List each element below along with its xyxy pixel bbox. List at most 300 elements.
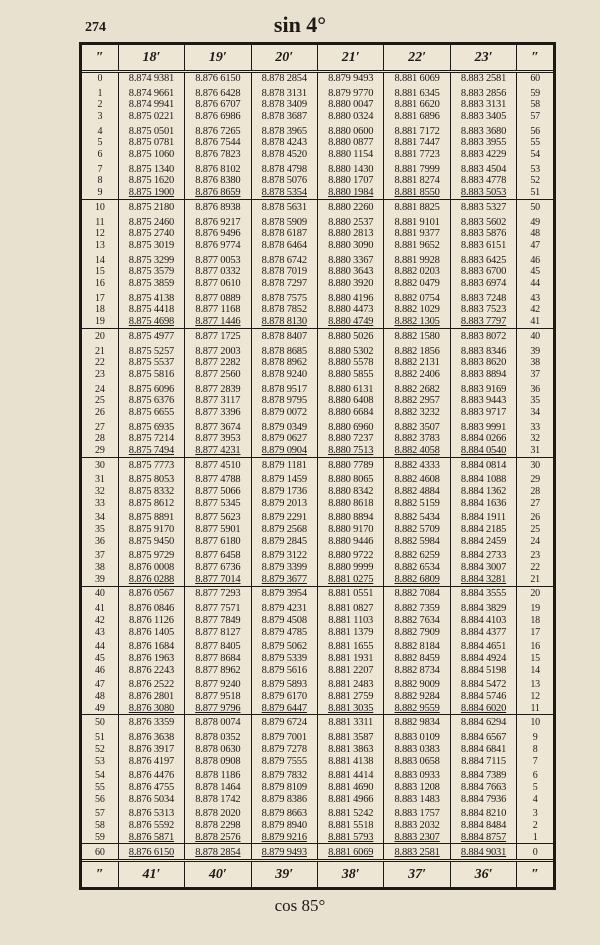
sine-value-cell: 8.884 1088	[450, 472, 516, 487]
sine-value-cell: 8.882 1029	[384, 305, 450, 317]
sine-value-cell: 8.879 4508	[251, 615, 317, 627]
table-row	[82, 703, 553, 715]
sine-value-cell: 8.878 0352	[185, 729, 251, 744]
seconds-left: 32	[95, 486, 105, 498]
table-header	[82, 45, 553, 72]
seconds-left: 14	[95, 254, 105, 266]
sine-value-cell: 8.878 7019	[251, 267, 317, 279]
column-header: 23′	[450, 45, 516, 72]
seconds-right: 27	[517, 498, 553, 510]
sine-value-cell: 8.883 3131	[450, 100, 516, 112]
table-row	[82, 638, 553, 653]
seconds-left: 50	[82, 715, 118, 729]
table-footer	[82, 861, 553, 888]
sine-value-cell: 8.881 6069	[384, 72, 450, 85]
sine-value-cell: 8.876 3359	[118, 715, 184, 729]
sine-value-cell: 8.881 7999	[384, 161, 450, 176]
sine-value-cell: 8.878 5909	[251, 214, 317, 229]
table-row	[82, 653, 553, 665]
sine-value-cell: 8.875 3299	[118, 252, 184, 267]
sine-value-cell: 8.883 0109	[384, 729, 450, 744]
sine-value-cell: 8.884 8757	[450, 832, 516, 844]
seconds-left: 17	[95, 292, 105, 304]
seconds-right: 11	[517, 703, 553, 715]
sine-value-cell: 8.881 0551	[317, 586, 383, 600]
sine-value-cell: 8.883 2856	[450, 85, 516, 100]
sine-value-cell: 8.876 8659	[185, 187, 251, 199]
sine-value-cell: 8.883 6700	[450, 267, 516, 279]
sine-value-cell: 8.880 5026	[317, 328, 383, 342]
column-header: 19′	[185, 45, 251, 72]
table-row	[82, 820, 553, 832]
sine-value-cell: 8.875 7214	[118, 433, 184, 445]
sine-value-cell: 8.882 4884	[384, 486, 450, 498]
seconds-right: 7	[517, 756, 553, 768]
sine-value-cell: 8.880 6408	[317, 395, 383, 407]
sine-value-cell: 8.875 1060	[118, 149, 184, 161]
seconds-right: 21	[517, 574, 553, 586]
sine-value-cell: 8.879 1181	[251, 457, 317, 471]
sine-value-cell: 8.880 6131	[317, 381, 383, 396]
page-title: sin 4°	[273, 12, 327, 37]
sine-value-cell: 8.876 0008	[118, 562, 184, 574]
seconds-left: 51	[95, 732, 105, 744]
table-row	[82, 472, 553, 487]
sine-value-cell: 8.878 1742	[185, 794, 251, 806]
sine-value-cell: 8.883 1483	[384, 794, 450, 806]
sine-value-cell: 8.875 8332	[118, 486, 184, 498]
seconds-left: 36	[95, 535, 105, 547]
table-row	[82, 381, 553, 396]
seconds-right: 0	[517, 844, 553, 861]
sine-value-cell: 8.883 1208	[384, 782, 450, 794]
sine-value-cell: 8.875 7494	[118, 445, 184, 457]
seconds-right: 39	[517, 343, 553, 358]
sine-value-cell: 8.875 5537	[118, 357, 184, 369]
sine-value-cell: 8.876 5871	[118, 832, 184, 844]
seconds-left: 0	[97, 72, 103, 84]
sine-value-cell: 8.877 5345	[185, 498, 251, 510]
table-row	[82, 290, 553, 305]
table-row	[82, 100, 553, 112]
table-row	[82, 457, 553, 471]
table-row	[82, 395, 553, 407]
sine-value-cell: 8.883 5327	[450, 199, 516, 213]
table-row	[82, 357, 553, 369]
seconds-right: 44	[517, 278, 553, 290]
seconds-right: 49	[517, 214, 553, 229]
sine-value-cell: 8.884 0266	[450, 433, 516, 445]
seconds-left: 52	[95, 744, 105, 756]
seconds-right: 10	[517, 715, 553, 729]
sine-value-cell: 8.881 5793	[317, 832, 383, 844]
sine-value-cell: 8.880 5302	[317, 343, 383, 358]
sine-value-cell: 8.883 5876	[450, 229, 516, 241]
sine-value-cell: 8.884 8210	[450, 805, 516, 820]
table-row	[82, 214, 553, 229]
table-row	[82, 187, 553, 199]
column-header: 20′	[251, 45, 317, 72]
sine-value-cell: 8.878 2298	[185, 820, 251, 832]
sine-value-cell: 8.883 4229	[450, 149, 516, 161]
seconds-right: 18	[517, 615, 553, 627]
sine-value-cell: 8.881 8274	[384, 176, 450, 188]
sine-value-cell: 8.882 1305	[384, 316, 450, 328]
sine-value-cell: 8.881 9377	[384, 229, 450, 241]
sine-value-cell: 8.881 8825	[384, 199, 450, 213]
seconds-left: 3	[97, 110, 103, 122]
seconds-right: 43	[517, 290, 553, 305]
sine-value-cell: 8.883 0658	[384, 756, 450, 768]
seconds-left: 44	[95, 641, 105, 653]
seconds-left: 20	[82, 328, 118, 342]
sine-value-cell: 8.882 3507	[384, 419, 450, 434]
sine-value-cell: 8.875 4977	[118, 328, 184, 342]
seconds-left: 56	[95, 793, 105, 805]
sine-value-cell: 8.878 6187	[251, 229, 317, 241]
table-row	[82, 433, 553, 445]
sine-value-cell: 8.879 7278	[251, 744, 317, 756]
sine-value-cell: 8.880 9999	[317, 562, 383, 574]
table-row	[82, 536, 553, 548]
sine-value-cell: 8.883 9717	[450, 407, 516, 419]
sine-value-cell: 8.876 9217	[185, 214, 251, 229]
sine-value-cell: 8.879 1459	[251, 472, 317, 487]
sine-value-cell: 8.875 3019	[118, 240, 184, 252]
sine-value-cell: 8.884 6020	[450, 703, 516, 715]
seconds-right: 6	[517, 767, 553, 782]
sine-value-cell: 8.884 9031	[450, 844, 516, 861]
seconds-left: 4	[97, 125, 103, 137]
sine-value-cell: 8.875 5257	[118, 343, 184, 358]
sine-value-cell: 8.882 5159	[384, 498, 450, 510]
sine-value-cell: 8.882 8459	[384, 653, 450, 665]
sine-value-cell: 8.877 0889	[185, 290, 251, 305]
seconds-right: 37	[517, 369, 553, 381]
table-row	[82, 794, 553, 806]
sine-value-cell: 8.877 2003	[185, 343, 251, 358]
sine-value-cell: 8.881 1931	[317, 653, 383, 665]
sine-value-cell: 8.880 5578	[317, 357, 383, 369]
sine-value-cell: 8.880 9446	[317, 536, 383, 548]
sine-value-cell: 8.876 1126	[118, 615, 184, 627]
sine-value-cell: 8.879 0627	[251, 433, 317, 445]
sine-value-cell: 8.880 7789	[317, 457, 383, 471]
seconds-right: 41	[517, 316, 553, 328]
sine-value-cell: 8.881 6069	[317, 844, 383, 861]
sine-value-cell: 8.876 3638	[118, 729, 184, 744]
sine-value-cell: 8.875 2180	[118, 199, 184, 213]
sine-value-cell: 8.877 1725	[185, 328, 251, 342]
sine-value-cell: 8.881 6620	[384, 100, 450, 112]
sine-value-cell: 8.883 4504	[450, 161, 516, 176]
seconds-right: 55	[517, 138, 553, 150]
sine-value-cell: 8.878 4798	[251, 161, 317, 176]
sine-value-cell: 8.880 0047	[317, 100, 383, 112]
sine-value-cell: 8.874 9661	[118, 85, 184, 100]
sine-value-cell: 8.877 1168	[185, 305, 251, 317]
seconds-left: 60	[82, 844, 118, 861]
sine-value-cell: 8.883 0383	[384, 744, 450, 756]
seconds-left: 26	[95, 406, 105, 418]
sine-value-cell: 8.876 6707	[185, 100, 251, 112]
sine-value-cell: 8.878 1186	[185, 767, 251, 782]
table-row	[82, 240, 553, 252]
sine-value-cell: 8.876 4197	[118, 756, 184, 768]
sine-value-cell: 8.879 8663	[251, 805, 317, 820]
table-row	[82, 676, 553, 691]
sine-value-cell: 8.881 2207	[317, 665, 383, 677]
sine-value-cell: 8.877 5901	[185, 524, 251, 536]
sine-value-cell: 8.876 2522	[118, 676, 184, 691]
sine-value-cell: 8.881 4414	[317, 767, 383, 782]
seconds-left: 24	[95, 383, 105, 395]
sine-value-cell: 8.875 1620	[118, 176, 184, 188]
sine-value-cell: 8.882 5709	[384, 524, 450, 536]
sine-value-cell: 8.880 8342	[317, 486, 383, 498]
sine-value-cell: 8.881 6345	[384, 85, 450, 100]
sine-value-cell: 8.882 6534	[384, 562, 450, 574]
sine-value-cell: 8.876 3080	[118, 703, 184, 715]
sine-value-cell: 8.877 3117	[185, 395, 251, 407]
sine-value-cell: 8.875 8053	[118, 472, 184, 487]
seconds-left: 38	[95, 562, 105, 574]
sine-value-cell: 8.884 5746	[450, 691, 516, 703]
sine-value-cell: 8.883 8346	[450, 343, 516, 358]
sine-value-cell: 8.882 1856	[384, 343, 450, 358]
table-row	[82, 586, 553, 600]
sine-value-cell: 8.880 4473	[317, 305, 383, 317]
sine-value-cell: 8.879 9770	[317, 85, 383, 100]
sine-value-cell: 8.883 8894	[450, 369, 516, 381]
sine-value-cell: 8.875 6096	[118, 381, 184, 396]
table-row	[82, 665, 553, 677]
sine-value-cell: 8.879 9216	[251, 832, 317, 844]
seconds-right: 56	[517, 123, 553, 138]
sine-value-cell: 8.879 5616	[251, 665, 317, 677]
table-row	[82, 445, 553, 457]
sine-value-cell: 8.881 2759	[317, 691, 383, 703]
sine-value-cell: 8.881 6896	[384, 111, 450, 123]
sine-value-cell: 8.878 8130	[251, 316, 317, 328]
seconds-right: 46	[517, 252, 553, 267]
sine-value-cell: 8.877 5623	[185, 510, 251, 525]
sine-value-cell: 8.884 1362	[450, 486, 516, 498]
sine-value-cell: 8.881 7447	[384, 138, 450, 150]
sine-value-cell: 8.884 2733	[450, 548, 516, 563]
sine-value-cell: 8.876 7544	[185, 138, 251, 150]
table-row	[82, 149, 553, 161]
sine-value-cell: 8.881 0827	[317, 600, 383, 615]
seconds-right: 20	[517, 586, 553, 600]
seconds-right: 8	[517, 744, 553, 756]
sine-value-cell: 8.881 4690	[317, 782, 383, 794]
sine-value-cell: 8.881 9928	[384, 252, 450, 267]
sine-value-cell: 8.884 3281	[450, 574, 516, 586]
sine-value-cell: 8.883 9991	[450, 419, 516, 434]
seconds-left: 37	[95, 550, 105, 562]
sine-value-cell: 8.883 9169	[450, 381, 516, 396]
seconds-left: 57	[95, 808, 105, 820]
page-number: 274	[85, 20, 106, 35]
sine-value-cell: 8.876 2801	[118, 691, 184, 703]
seconds-right: 15	[517, 653, 553, 665]
sine-value-cell: 8.878 7852	[251, 305, 317, 317]
sine-value-cell: 8.879 8109	[251, 782, 317, 794]
sine-value-cell: 8.879 3122	[251, 548, 317, 563]
seconds-right: 19	[517, 600, 553, 615]
sine-value-cell: 8.875 9170	[118, 524, 184, 536]
column-header: 22′	[384, 45, 450, 72]
sine-value-cell: 8.881 5518	[317, 820, 383, 832]
sine-value-cell: 8.882 2682	[384, 381, 450, 396]
seconds-left: 13	[95, 239, 105, 251]
table-body	[82, 72, 553, 861]
sine-value-cell: 8.880 8065	[317, 472, 383, 487]
sine-value-cell: 8.882 7909	[384, 627, 450, 639]
sine-value-cell: 8.882 8184	[384, 638, 450, 653]
sine-value-cell: 8.884 1911	[450, 510, 516, 525]
seconds-right: 52	[517, 176, 553, 188]
sine-value-cell: 8.876 6150	[118, 844, 184, 861]
seconds-right: 45	[517, 267, 553, 279]
sine-value-cell: 8.883 5602	[450, 214, 516, 229]
sine-value-cell: 8.875 9450	[118, 536, 184, 548]
sine-value-cell: 8.877 8405	[185, 638, 251, 653]
seconds-right: 26	[517, 510, 553, 525]
seconds-left: 12	[95, 228, 105, 240]
sine-value-cell: 8.876 7265	[185, 123, 251, 138]
sine-value-cell: 8.878 9795	[251, 395, 317, 407]
seconds-corner-right: ″	[517, 861, 553, 888]
seconds-right: 34	[517, 407, 553, 419]
sine-value-cell: 8.881 1379	[317, 627, 383, 639]
sine-value-cell: 8.877 4788	[185, 472, 251, 487]
sine-value-cell: 8.875 0781	[118, 138, 184, 150]
seconds-left: 42	[95, 615, 105, 627]
sine-value-cell: 8.881 3311	[317, 715, 383, 729]
sine-value-cell: 8.884 4651	[450, 638, 516, 653]
sine-value-cell: 8.878 4243	[251, 138, 317, 150]
seconds-corner-left: ″	[82, 861, 118, 888]
sine-value-cell: 8.884 1636	[450, 498, 516, 510]
sine-value-cell: 8.879 3677	[251, 574, 317, 586]
seconds-right: 35	[517, 395, 553, 407]
sine-value-cell: 8.884 3555	[450, 586, 516, 600]
seconds-left: 22	[95, 357, 105, 369]
seconds-right: 24	[517, 536, 553, 548]
sine-value-cell: 8.880 5855	[317, 369, 383, 381]
sine-value-cell: 8.881 2483	[317, 676, 383, 691]
sine-value-cell: 8.877 2839	[185, 381, 251, 396]
table-row	[82, 548, 553, 563]
seconds-left: 7	[97, 163, 103, 175]
sine-value-cell: 8.884 6841	[450, 744, 516, 756]
column-footer: 36′	[450, 861, 516, 888]
sine-value-cell: 8.876 0846	[118, 600, 184, 615]
sine-value-cell: 8.878 9240	[251, 369, 317, 381]
seconds-right: 4	[517, 794, 553, 806]
sine-value-cell: 8.876 8380	[185, 176, 251, 188]
table-row	[82, 782, 553, 794]
sine-value-cell: 8.882 5984	[384, 536, 450, 548]
sine-value-cell: 8.878 2020	[185, 805, 251, 820]
seconds-left: 21	[95, 345, 105, 357]
sine-value-cell: 8.879 6447	[251, 703, 317, 715]
sine-value-cell: 8.878 9517	[251, 381, 317, 396]
sine-value-cell: 8.876 8938	[185, 199, 251, 213]
table-row	[82, 123, 553, 138]
sine-value-cell: 8.877 3953	[185, 433, 251, 445]
sine-value-cell: 8.877 7293	[185, 586, 251, 600]
sine-value-cell: 8.876 5034	[118, 794, 184, 806]
sine-value-cell: 8.879 6170	[251, 691, 317, 703]
table-row	[82, 252, 553, 267]
seconds-left: 11	[95, 216, 105, 228]
seconds-right: 60	[517, 72, 553, 85]
sine-value-cell: 8.879 2291	[251, 510, 317, 525]
sine-value-cell: 8.879 6724	[251, 715, 317, 729]
sine-value-cell: 8.883 2581	[450, 72, 516, 85]
sine-value-cell: 8.878 0074	[185, 715, 251, 729]
table-row	[82, 278, 553, 290]
seconds-left: 54	[95, 770, 105, 782]
sine-value-cell: 8.875 2460	[118, 214, 184, 229]
sine-value-cell: 8.884 8484	[450, 820, 516, 832]
sine-value-cell: 8.884 6567	[450, 729, 516, 744]
sine-value-cell: 8.880 1707	[317, 176, 383, 188]
sine-value-cell: 8.877 9796	[185, 703, 251, 715]
table-row	[82, 691, 553, 703]
sine-value-cell: 8.883 8620	[450, 357, 516, 369]
table-row	[82, 744, 553, 756]
sine-value-cell: 8.884 7936	[450, 794, 516, 806]
sine-value-cell: 8.878 8962	[251, 357, 317, 369]
sine-value-cell: 8.879 8940	[251, 820, 317, 832]
sine-value-cell: 8.875 6655	[118, 407, 184, 419]
sine-value-cell: 8.880 0600	[317, 123, 383, 138]
sine-value-cell: 8.876 6428	[185, 85, 251, 100]
sine-value-cell: 8.875 4698	[118, 316, 184, 328]
sine-value-cell: 8.880 2537	[317, 214, 383, 229]
seconds-right: 53	[517, 161, 553, 176]
seconds-right: 5	[517, 782, 553, 794]
table-row	[82, 199, 553, 213]
seconds-left: 49	[95, 702, 105, 714]
seconds-right: 29	[517, 472, 553, 487]
sine-value-cell: 8.878 8407	[251, 328, 317, 342]
sine-value-cell: 8.881 5242	[317, 805, 383, 820]
sine-value-cell: 8.876 2243	[118, 665, 184, 677]
sine-value-cell: 8.884 6294	[450, 715, 516, 729]
sine-value-cell: 8.879 4785	[251, 627, 317, 639]
seconds-right: 13	[517, 676, 553, 691]
sine-value-cell: 8.881 7172	[384, 123, 450, 138]
sine-value-cell: 8.880 8618	[317, 498, 383, 510]
sine-value-cell: 8.877 4510	[185, 457, 251, 471]
seconds-left: 39	[95, 573, 105, 585]
sine-value-cell: 8.875 1340	[118, 161, 184, 176]
seconds-left: 2	[97, 99, 103, 111]
sine-value-cell: 8.875 8612	[118, 498, 184, 510]
sine-value-cell: 8.882 8734	[384, 665, 450, 677]
seconds-left: 30	[82, 457, 118, 471]
sine-value-cell: 8.883 2032	[384, 820, 450, 832]
seconds-left: 58	[95, 820, 105, 832]
sine-value-cell: 8.877 3674	[185, 419, 251, 434]
seconds-left: 48	[95, 691, 105, 703]
sine-value-cell: 8.877 0332	[185, 267, 251, 279]
